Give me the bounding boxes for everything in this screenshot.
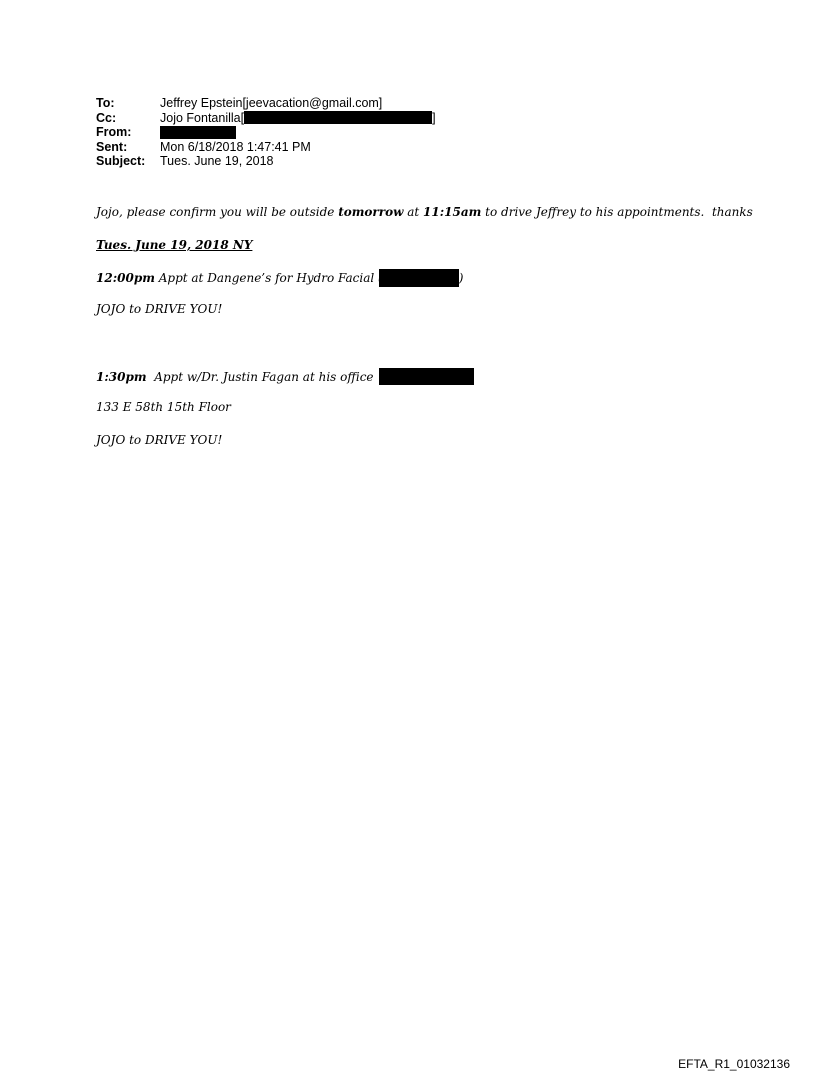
cc-bracket-close: ] [432, 110, 436, 125]
appt2-redaction [379, 368, 474, 385]
from-redaction [160, 126, 236, 139]
appt1-paren-close: ) [458, 271, 464, 285]
from-value [160, 126, 236, 139]
subject-value: Tues. June 19, 2018 [160, 154, 274, 168]
sent-label: Sent: [96, 139, 128, 154]
appt1-driver: JOJO to DRIVE YOU! [96, 302, 223, 316]
intro-text-1: Jojo, please confirm you will be outside [96, 205, 339, 219]
email-header [96, 96, 436, 169]
to-label: To: [96, 96, 115, 110]
appt2-description: Appt w/Dr. Justin Fagan at his office [146, 369, 378, 384]
subject-label: Subject: [96, 154, 146, 168]
from-row [96, 125, 436, 140]
sent-value: Mon 6/18/2018 1:47:41 PM [160, 139, 311, 154]
cc-redaction [244, 111, 432, 124]
appt1-time: 12:00pm [96, 271, 155, 285]
cc-name: Jojo Fontanilla[ [160, 110, 245, 125]
sent-row [96, 140, 436, 155]
appt1-redaction [379, 269, 459, 287]
intro-bold-time: 11:15am [423, 205, 482, 219]
from-label: From: [96, 125, 132, 139]
to-row [96, 96, 436, 111]
to-value: Jeffrey Epstein[jeevacation@gmail.com] [160, 96, 383, 110]
appointment-2 [96, 368, 474, 385]
intro-text-2: at [403, 205, 424, 219]
document-id: EFTA_R1_01032136 [678, 1057, 790, 1071]
subject-row [96, 154, 436, 169]
intro-paragraph [96, 205, 753, 219]
appt2-time: 1:30pm [96, 369, 147, 384]
appointment-1 [96, 269, 463, 287]
cc-row [96, 111, 436, 126]
cc-label: Cc: [96, 110, 117, 125]
cc-value [160, 111, 436, 126]
intro-text-3: to drive Jeffrey to his appointments. thanks [481, 205, 753, 219]
appt2-address: 133 E 58th 15th Floor [96, 400, 231, 414]
date-heading: Tues. June 19, 2018 NY [96, 238, 253, 252]
intro-bold-tomorrow: tomorrow [338, 205, 404, 219]
appt1-description: Appt at Dangene’s for Hydro Facial [154, 271, 379, 285]
appt2-driver: JOJO to DRIVE YOU! [96, 433, 223, 447]
